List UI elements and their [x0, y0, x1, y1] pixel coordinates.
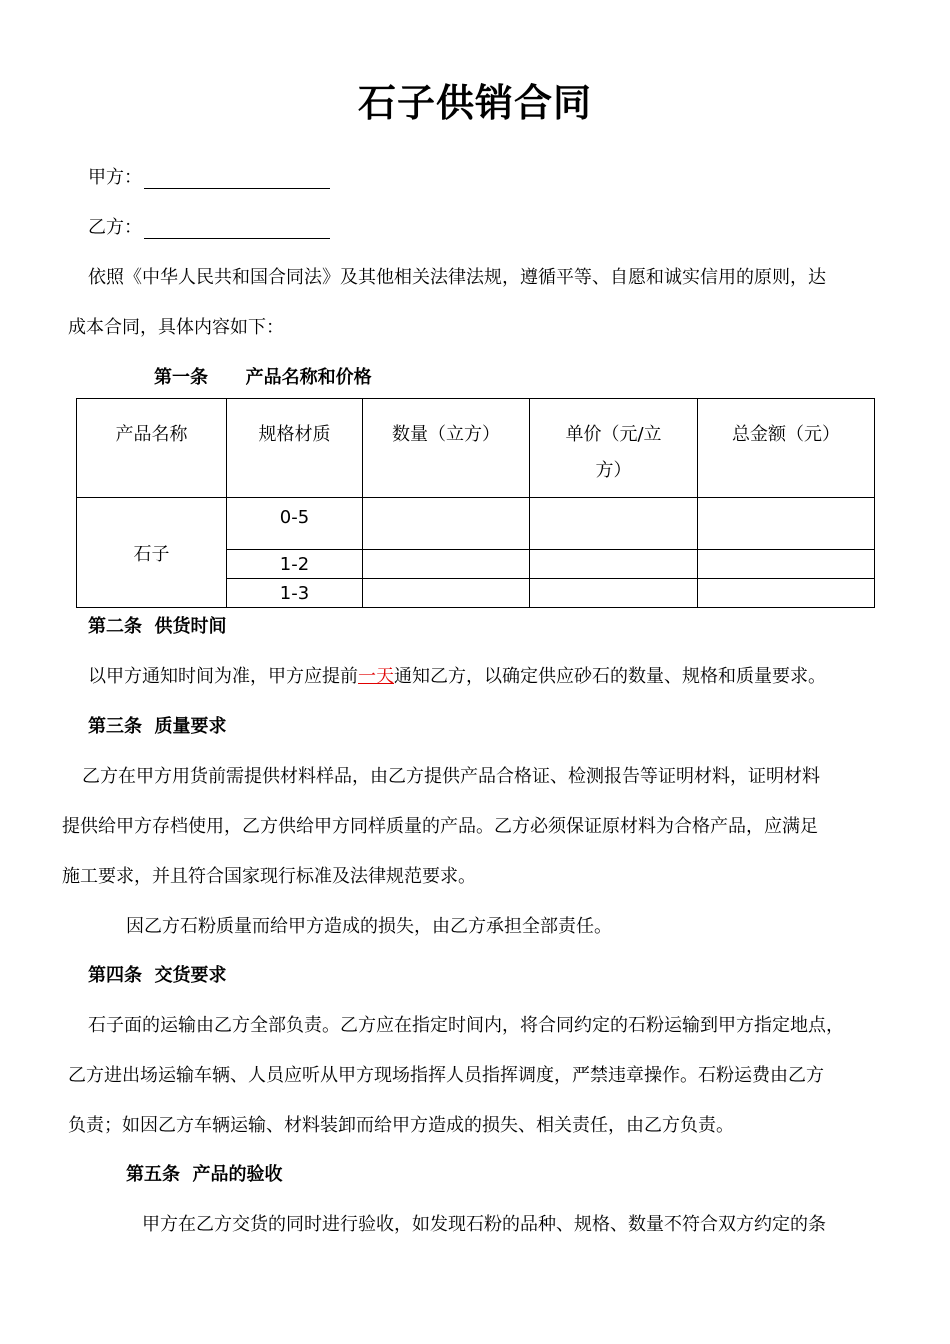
- unit-price-cell[interactable]: [530, 579, 698, 608]
- highlight-one-day: 一天: [358, 666, 394, 687]
- spec-cell: 0-5: [227, 498, 363, 550]
- article-4-line-1: 石子面的运输由乙方全部负责。乙方应在指定时间内，将合同约定的石粉运输到甲方指定地点，: [88, 1015, 844, 1036]
- quantity-cell[interactable]: [363, 579, 530, 608]
- document-title: 石子供销合同: [357, 81, 592, 125]
- total-cell[interactable]: [698, 498, 875, 550]
- unit-price-cell[interactable]: [530, 498, 698, 550]
- table-row: [77, 498, 875, 550]
- header-spec: 规格材质: [227, 399, 363, 498]
- total-cell[interactable]: [698, 579, 875, 608]
- article-5-heading: 第五条 产品的验收: [126, 1164, 283, 1185]
- header-product-name: 产品名称: [77, 399, 227, 498]
- article-3-line-2: 提供给甲方存档使用，乙方供给甲方同样质量的产品。乙方必须保证原材料为合格产品，应满足: [62, 816, 818, 837]
- quantity-cell[interactable]: [363, 498, 530, 550]
- article-3-line-3: 施工要求，并且符合国家现行标准及法律规范要求。: [62, 866, 476, 887]
- header-unit-price: 单价（元/立 方）: [530, 399, 698, 498]
- article-3-line-1: 乙方在甲方用货前需提供材料样品，由乙方提供产品合格证、检测报告等证明材料，证明材料: [82, 766, 820, 787]
- party-b-label: 乙方：: [88, 217, 142, 238]
- spec-cell: 1-2: [227, 550, 363, 579]
- article-5-line-1: 甲方在乙方交货的同时进行验收，如发现石粉的品种、规格、数量不符合双方约定的条: [142, 1214, 826, 1235]
- article-2-text: 以甲方通知时间为准，甲方应提前一天通知乙方，以确定供应砂石的数量、规格和质量要求。: [88, 666, 826, 687]
- table-header-row: [77, 399, 875, 498]
- article-3-heading: 第三条 质量要求: [88, 716, 227, 737]
- intro-line-1: 依照《中华人民共和国合同法》及其他相关法律法规，遵循平等、自愿和诚实信用的原则，达: [88, 267, 826, 288]
- article-4-heading: 第四条 交货要求: [88, 965, 227, 986]
- product-name-cell: 石子: [77, 498, 227, 608]
- header-total: 总金额（元）: [698, 399, 875, 498]
- quantity-cell[interactable]: [363, 550, 530, 579]
- party-a-label: 甲方：: [88, 167, 142, 188]
- spec-cell: 1-3: [227, 579, 363, 608]
- article-3-line-4: 因乙方石粉质量而给甲方造成的损失，由乙方承担全部责任。: [126, 916, 612, 937]
- header-quantity: 数量（立方）: [363, 399, 530, 498]
- product-price-table: [76, 398, 875, 608]
- total-cell[interactable]: [698, 550, 875, 579]
- party-a-line: [88, 163, 330, 189]
- intro-line-2: 成本合同，具体内容如下：: [68, 317, 284, 338]
- article-2-heading: 第二条 供货时间: [88, 616, 227, 637]
- party-b-blank[interactable]: [144, 218, 330, 239]
- article-4-line-3: 负责；如因乙方车辆运输、材料装卸而给甲方造成的损失、相关责任，由乙方负责。: [68, 1115, 734, 1136]
- party-b-line: [88, 213, 330, 239]
- article-4-line-2: 乙方进出场运输车辆、人员应听从甲方现场指挥人员指挥调度，严禁违章操作。石粉运费由乙方: [68, 1065, 824, 1086]
- party-a-blank[interactable]: [144, 168, 330, 189]
- unit-price-cell[interactable]: [530, 550, 698, 579]
- article-1-heading: 第一条 产品名称和价格: [154, 367, 372, 388]
